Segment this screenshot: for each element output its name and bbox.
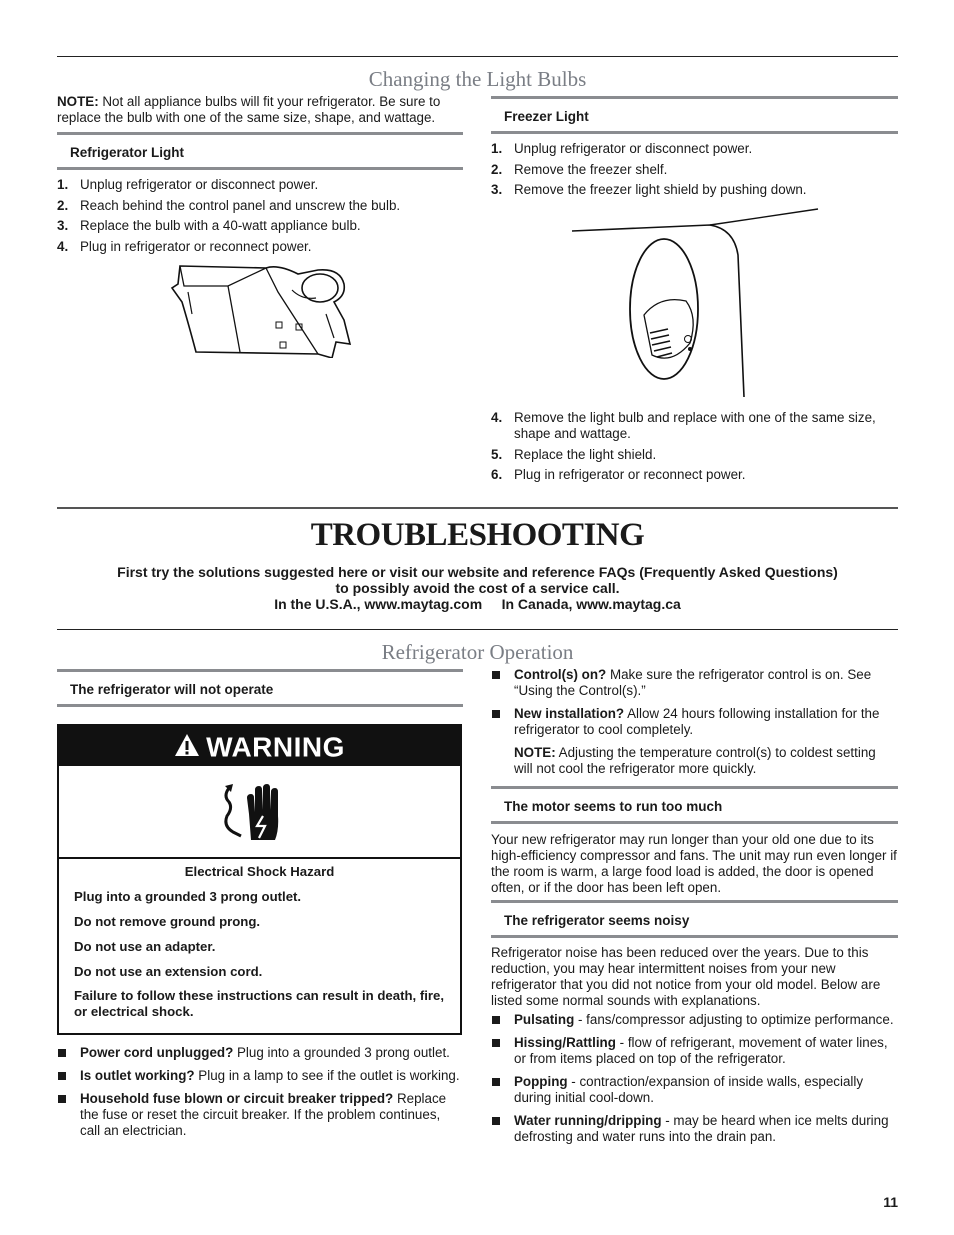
warning-line: Do not use an adapter.: [74, 938, 216, 954]
noise-item: [491, 1074, 898, 1106]
noise-item: [491, 1012, 898, 1028]
bullet-label: Pulsating: [514, 1012, 575, 1027]
bullet-text: Plug in a lamp to see if the outlet is working.: [194, 1068, 460, 1084]
step-text: Plug in refrigerator or reconnect power.: [80, 238, 312, 254]
step-text: Replace the light shield.: [514, 446, 657, 462]
power-checks-list: [57, 1045, 462, 1146]
step-item: [57, 177, 467, 193]
step-number: 2.: [57, 197, 69, 213]
step-text: Remove the freezer light shield by pushing down.: [514, 182, 807, 198]
step-number: 2.: [491, 161, 503, 177]
bullet-text: Allow 24 hours following installation for the refrigerator to cool completely.: [514, 706, 880, 738]
power-check-item: [57, 1068, 462, 1084]
light-bulbs-title: Changing the Light Bulbs: [368, 67, 587, 91]
step-number: 6.: [491, 467, 503, 483]
step-number: 5.: [491, 446, 503, 462]
refrigerator-light-steps: [57, 177, 467, 259]
step-item: [57, 198, 467, 214]
step-item: [491, 141, 898, 157]
warning-line: Failure to follow these instructions can result in death, fire, or electrical shock.: [74, 988, 445, 1020]
troubleshooting-intro: First try the solutions suggested here or visit our website and reference FAQs (Frequently Asked Questions) to possibly avoid the cost of a service call. In the U.S.A., www.maytag.com In Canada, www.maytag.ca: [117, 564, 838, 612]
bullet-text: Plug into a grounded 3 prong outlet.: [233, 1045, 450, 1060]
not-operate-heading: The refrigerator will not operate: [57, 682, 463, 698]
bulb-note: NOTE: Not all appliance bulbs will fit your refrigerator. Be sure to replace the bulb with one of the same size, shape, and wattage.: [57, 94, 441, 126]
step-number: 3.: [491, 182, 503, 198]
electrical-shock-hand-icon: [223, 780, 293, 846]
bullet-text: - contraction/expansion of inside walls, especially during initial cool-down.: [514, 1074, 864, 1106]
noisy-text: Refrigerator noise has been reduced over the years. Due to this reduction, you may hear intermittent noises from your new refrigerator that you did not notice from your old model. Below are listed some normal sounds with explanations.: [491, 945, 881, 1009]
step-number: 1.: [491, 141, 503, 156]
page-number: 11: [883, 1194, 898, 1210]
step-item: [491, 447, 898, 463]
step-number: 4.: [491, 410, 503, 425]
warning-hazard-title: Electrical Shock Hazard: [184, 864, 335, 879]
bullet-label: Control(s) on?: [514, 667, 607, 682]
operation-title: Refrigerator Operation: [381, 640, 574, 664]
bullet-text: - flow of refrigerant, movement of water lines, or from items placed on top of the refrigerator.: [514, 1035, 888, 1067]
step-text: Remove the freezer shelf.: [514, 161, 668, 177]
bullet-text: Make sure the refrigerator control is on. See “Using the Control(s).”: [514, 667, 872, 699]
control-check-item: [491, 667, 898, 699]
step-text: Unplug refrigerator or disconnect power.: [80, 177, 319, 192]
noise-item: [491, 1035, 898, 1067]
warning-line: Plug into a grounded 3 prong outlet.: [74, 889, 302, 904]
step-text: Replace the bulb with a 40-watt appliance bulb.: [80, 218, 361, 234]
warning-icon-area: [59, 766, 460, 859]
bullet-label: Hissing/Rattling: [514, 1035, 616, 1051]
warning-line: Do not remove ground prong.: [74, 913, 261, 929]
warning-lines: [74, 889, 454, 1029]
noise-item: [491, 1113, 898, 1145]
top-rule: [57, 56, 898, 57]
step-item: [57, 239, 467, 255]
warning-triangle-icon: [174, 728, 200, 768]
control-check-item: [491, 706, 898, 738]
bullet-label: Popping: [514, 1074, 568, 1090]
bullet-label: Power cord unplugged?: [80, 1045, 234, 1060]
step-item: [491, 182, 898, 198]
warning-line: Do not use an extension cord.: [74, 963, 263, 979]
power-check-item: [57, 1091, 462, 1139]
step-item: [491, 467, 898, 483]
freezer-light-steps-b: [491, 410, 898, 488]
bullet-text: - fans/compressor adjusting to optimize performance.: [574, 1012, 894, 1027]
freezer-light-illustration: [570, 205, 820, 400]
bullet-text: Replace the fuse or reset the circuit breaker. If the problem continues, call an electrician.: [80, 1091, 447, 1139]
step-number: 4.: [57, 238, 69, 254]
warning-header: WARNING: [59, 726, 460, 766]
bullet-label: Water running/dripping: [514, 1113, 662, 1129]
troubleshooting-top-rule: [57, 507, 898, 509]
freezer-light-steps-a: [491, 141, 898, 203]
bullet-label: New installation?: [514, 706, 625, 722]
step-item: [491, 410, 898, 442]
noisy-heading: The refrigerator seems noisy: [491, 913, 898, 929]
troubleshooting-title: TROUBLESHOOTING: [310, 517, 645, 553]
refrigerator-light-heading: Refrigerator Light: [57, 145, 463, 161]
refrigerator-light-illustration: [168, 262, 354, 358]
operation-note: NOTE: Adjusting the temperature control(s) to coldest setting will not cool the refrigerator more quickly.: [514, 745, 876, 777]
bullet-text: - may be heard when ice melts during defrosting and water runs into the drain pan.: [514, 1113, 889, 1145]
power-check-item: [57, 1045, 462, 1061]
step-text: Plug in refrigerator or reconnect power.: [514, 467, 746, 483]
step-item: [57, 218, 467, 234]
freezer-light-heading: Freezer Light: [491, 109, 898, 125]
control-checks-list: [491, 667, 898, 745]
noise-list: [491, 1012, 898, 1153]
bullet-label: Household fuse blown or circuit breaker tripped?: [80, 1091, 394, 1107]
warning-box: [57, 724, 462, 1035]
step-text: Unplug refrigerator or disconnect power.: [514, 141, 753, 156]
step-number: 3.: [57, 218, 69, 234]
motor-heading: The motor seems to run too much: [491, 799, 898, 815]
motor-text: Your new refrigerator may run longer than your old one due to its high-efficiency compressor and fans. The unit may run even longer if the room is warm, a large food load is added, the door is opened often, or if the door has been left open.: [491, 832, 897, 896]
step-item: [491, 162, 898, 178]
step-number: 1.: [57, 177, 69, 192]
operation-rule: [57, 629, 898, 630]
step-text: Remove the light bulb and replace with one of the same size, shape and wattage.: [514, 410, 876, 442]
step-text: Reach behind the control panel and unscrew the bulb.: [80, 197, 401, 213]
bullet-label: Is outlet working?: [80, 1068, 195, 1084]
